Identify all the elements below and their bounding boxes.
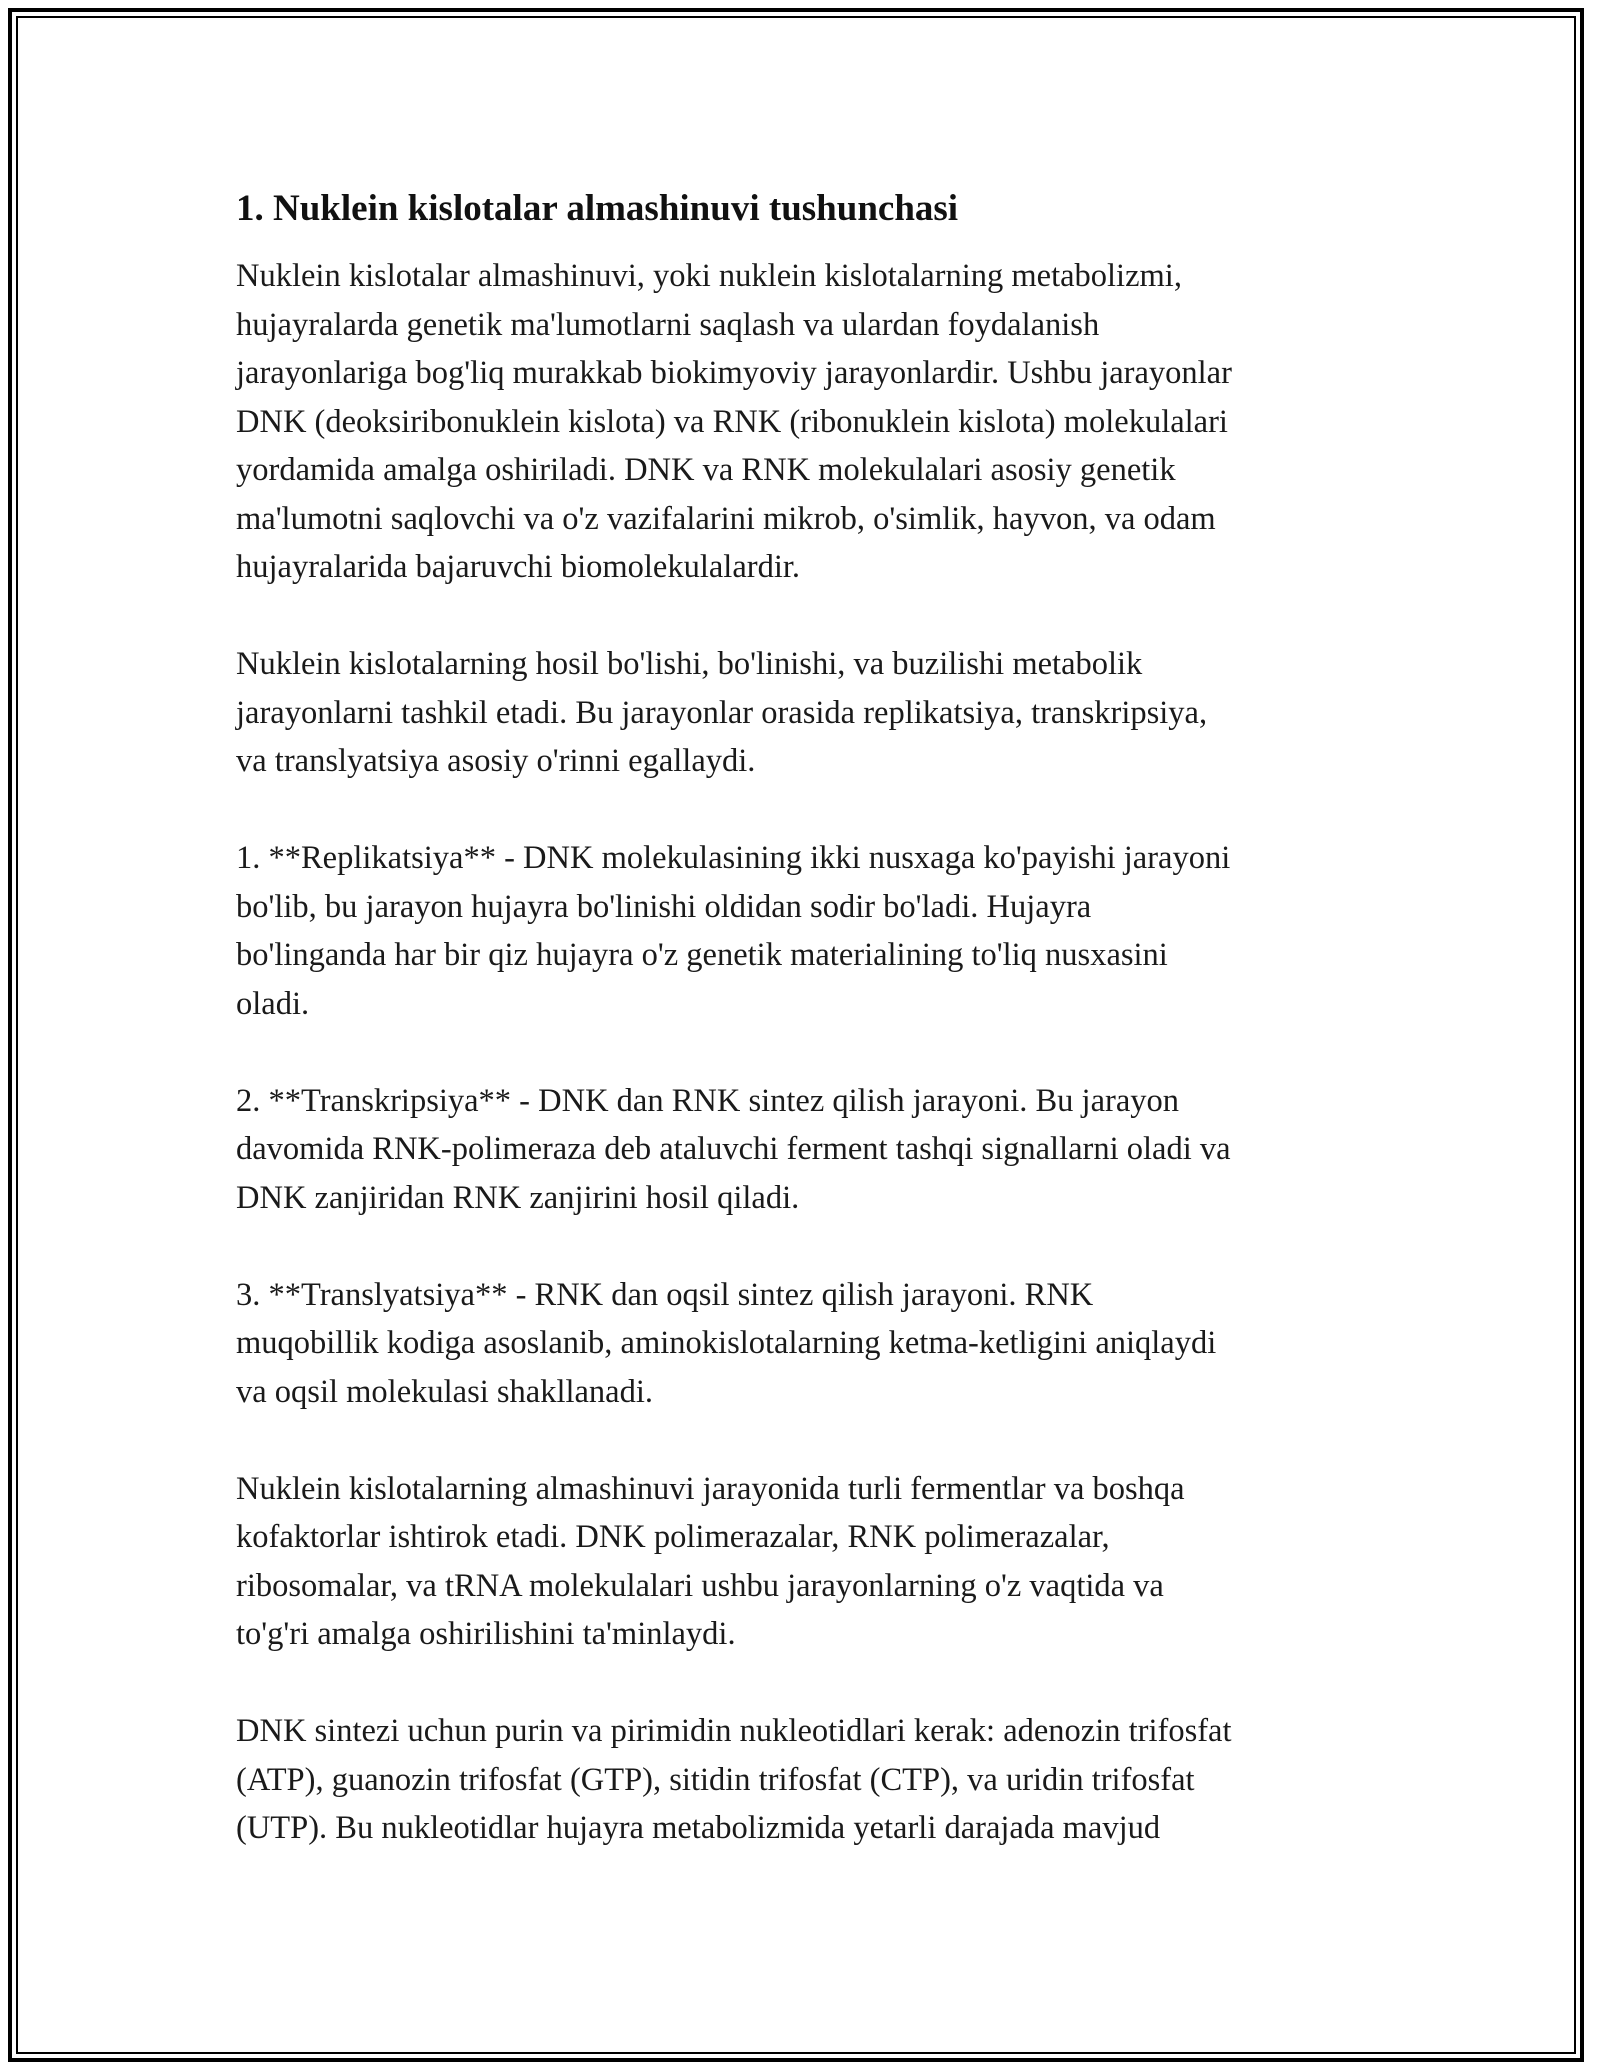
paragraph	[236, 1707, 1366, 1853]
text-line: Nuklein kislotalarning almashinuvi jarayonida turli fermentlar va boshqa	[236, 1470, 1185, 1507]
text-line: DNK (deoksiribonuklein kislota) va RNK (ribonuklein kislota) molekulalari	[236, 403, 1228, 440]
paragraph	[236, 1077, 1366, 1223]
text-line: Nuklein kislotalarning hosil bo'lishi, bo'linishi, va buzilishi metabolik	[236, 646, 1143, 682]
text-line: DNK zanjiridan RNK zanjirini hosil qiladi.	[236, 1179, 800, 1216]
text-line: 3. **Translyatsiya** - RNK dan oqsil sintez qilish jarayoni. RNK	[236, 1276, 1094, 1313]
paragraph	[236, 1465, 1366, 1659]
text-line: hujayralarida bajaruvchi biomolekulalardir.	[236, 549, 801, 585]
paragraph	[236, 1271, 1366, 1417]
text-line: Nuklein kislotalar almashinuvi, yoki nuklein kislotalarning metabolizmi,	[236, 258, 1182, 294]
text-line: hujayralarda genetik ma'lumotlarni saqlash va ulardan foydalanish	[236, 306, 1100, 343]
text-line: yordamida amalga oshiriladi. DNK va RNK molekulalari asosiy genetik	[236, 452, 1176, 488]
text-line: DNK sintezi uchun purin va pirimidin nukleotidlari kerak: adenozin trifosfat	[236, 1713, 1232, 1749]
text-line: (UTP). Bu nukleotidlar hujayra metabolizmida yetarli darajada mavjud	[236, 1810, 1161, 1846]
text-line: bo'linganda har bir qiz hujayra o'z genetik materialining to'liq nusxasini	[236, 937, 1168, 973]
paragraph	[236, 834, 1366, 1028]
text-line: ribosomalar, va tRNA molekulalari ushbu jarayonlarning o'z vaqtida va	[236, 1567, 1164, 1604]
text-line: va oqsil molekulasi shakllanadi.	[236, 1373, 654, 1410]
text-line: muqobillik kodiga asoslanib, aminokislotalarning ketma-ketligini aniqlaydi	[236, 1325, 1217, 1361]
text-line: oladi.	[236, 985, 310, 1022]
text-line: (ATP), guanozin trifosfat (GTP), sitidin trifosfat (CTP), va uridin trifosfat	[236, 1761, 1195, 1798]
document-body	[236, 186, 1366, 1901]
text-line: davomida RNK-polimeraza deb ataluvchi ferment tashqi signallarni oladi va	[236, 1131, 1231, 1167]
text-line: 2. **Transkripsiya** - DNK dan RNK sintez qilish jarayoni. Bu jarayon	[236, 1082, 1179, 1119]
paragraph-list	[236, 252, 1366, 1853]
text-line: va translyatsiya asosiy o'rinni egallaydi.	[236, 743, 756, 779]
text-line: to'g'ri amalga oshirilishini ta'minlaydi.	[236, 1616, 736, 1652]
paragraph	[236, 640, 1366, 786]
paragraph	[236, 252, 1366, 592]
text-line: jarayonlarni tashkil etadi. Bu jarayonlar orasida replikatsiya, transkripsiya,	[236, 694, 1208, 731]
text-line: jarayonlariga bog'liq murakkab biokimyoviy jarayonlardir. Ushbu jarayonlar	[236, 355, 1232, 391]
text-line: ma'lumotni saqlovchi va o'z vazifalarini mikrob, o'simlik, hayvon, va odam	[236, 500, 1216, 537]
text-line: kofaktorlar ishtirok etadi. DNK polimerazalar, RNK polimerazalar,	[236, 1519, 1110, 1555]
text-line: 1. **Replikatsiya** - DNK molekulasining ikki nusxaga ko'payishi jarayoni	[236, 840, 1231, 876]
text-line: bo'lib, bu jarayon hujayra bo'linishi oldidan sodir bo'ladi. Hujayra	[236, 888, 1092, 925]
section-heading: 1. Nuklein kislotalar almashinuvi tushunchasi	[236, 188, 959, 229]
